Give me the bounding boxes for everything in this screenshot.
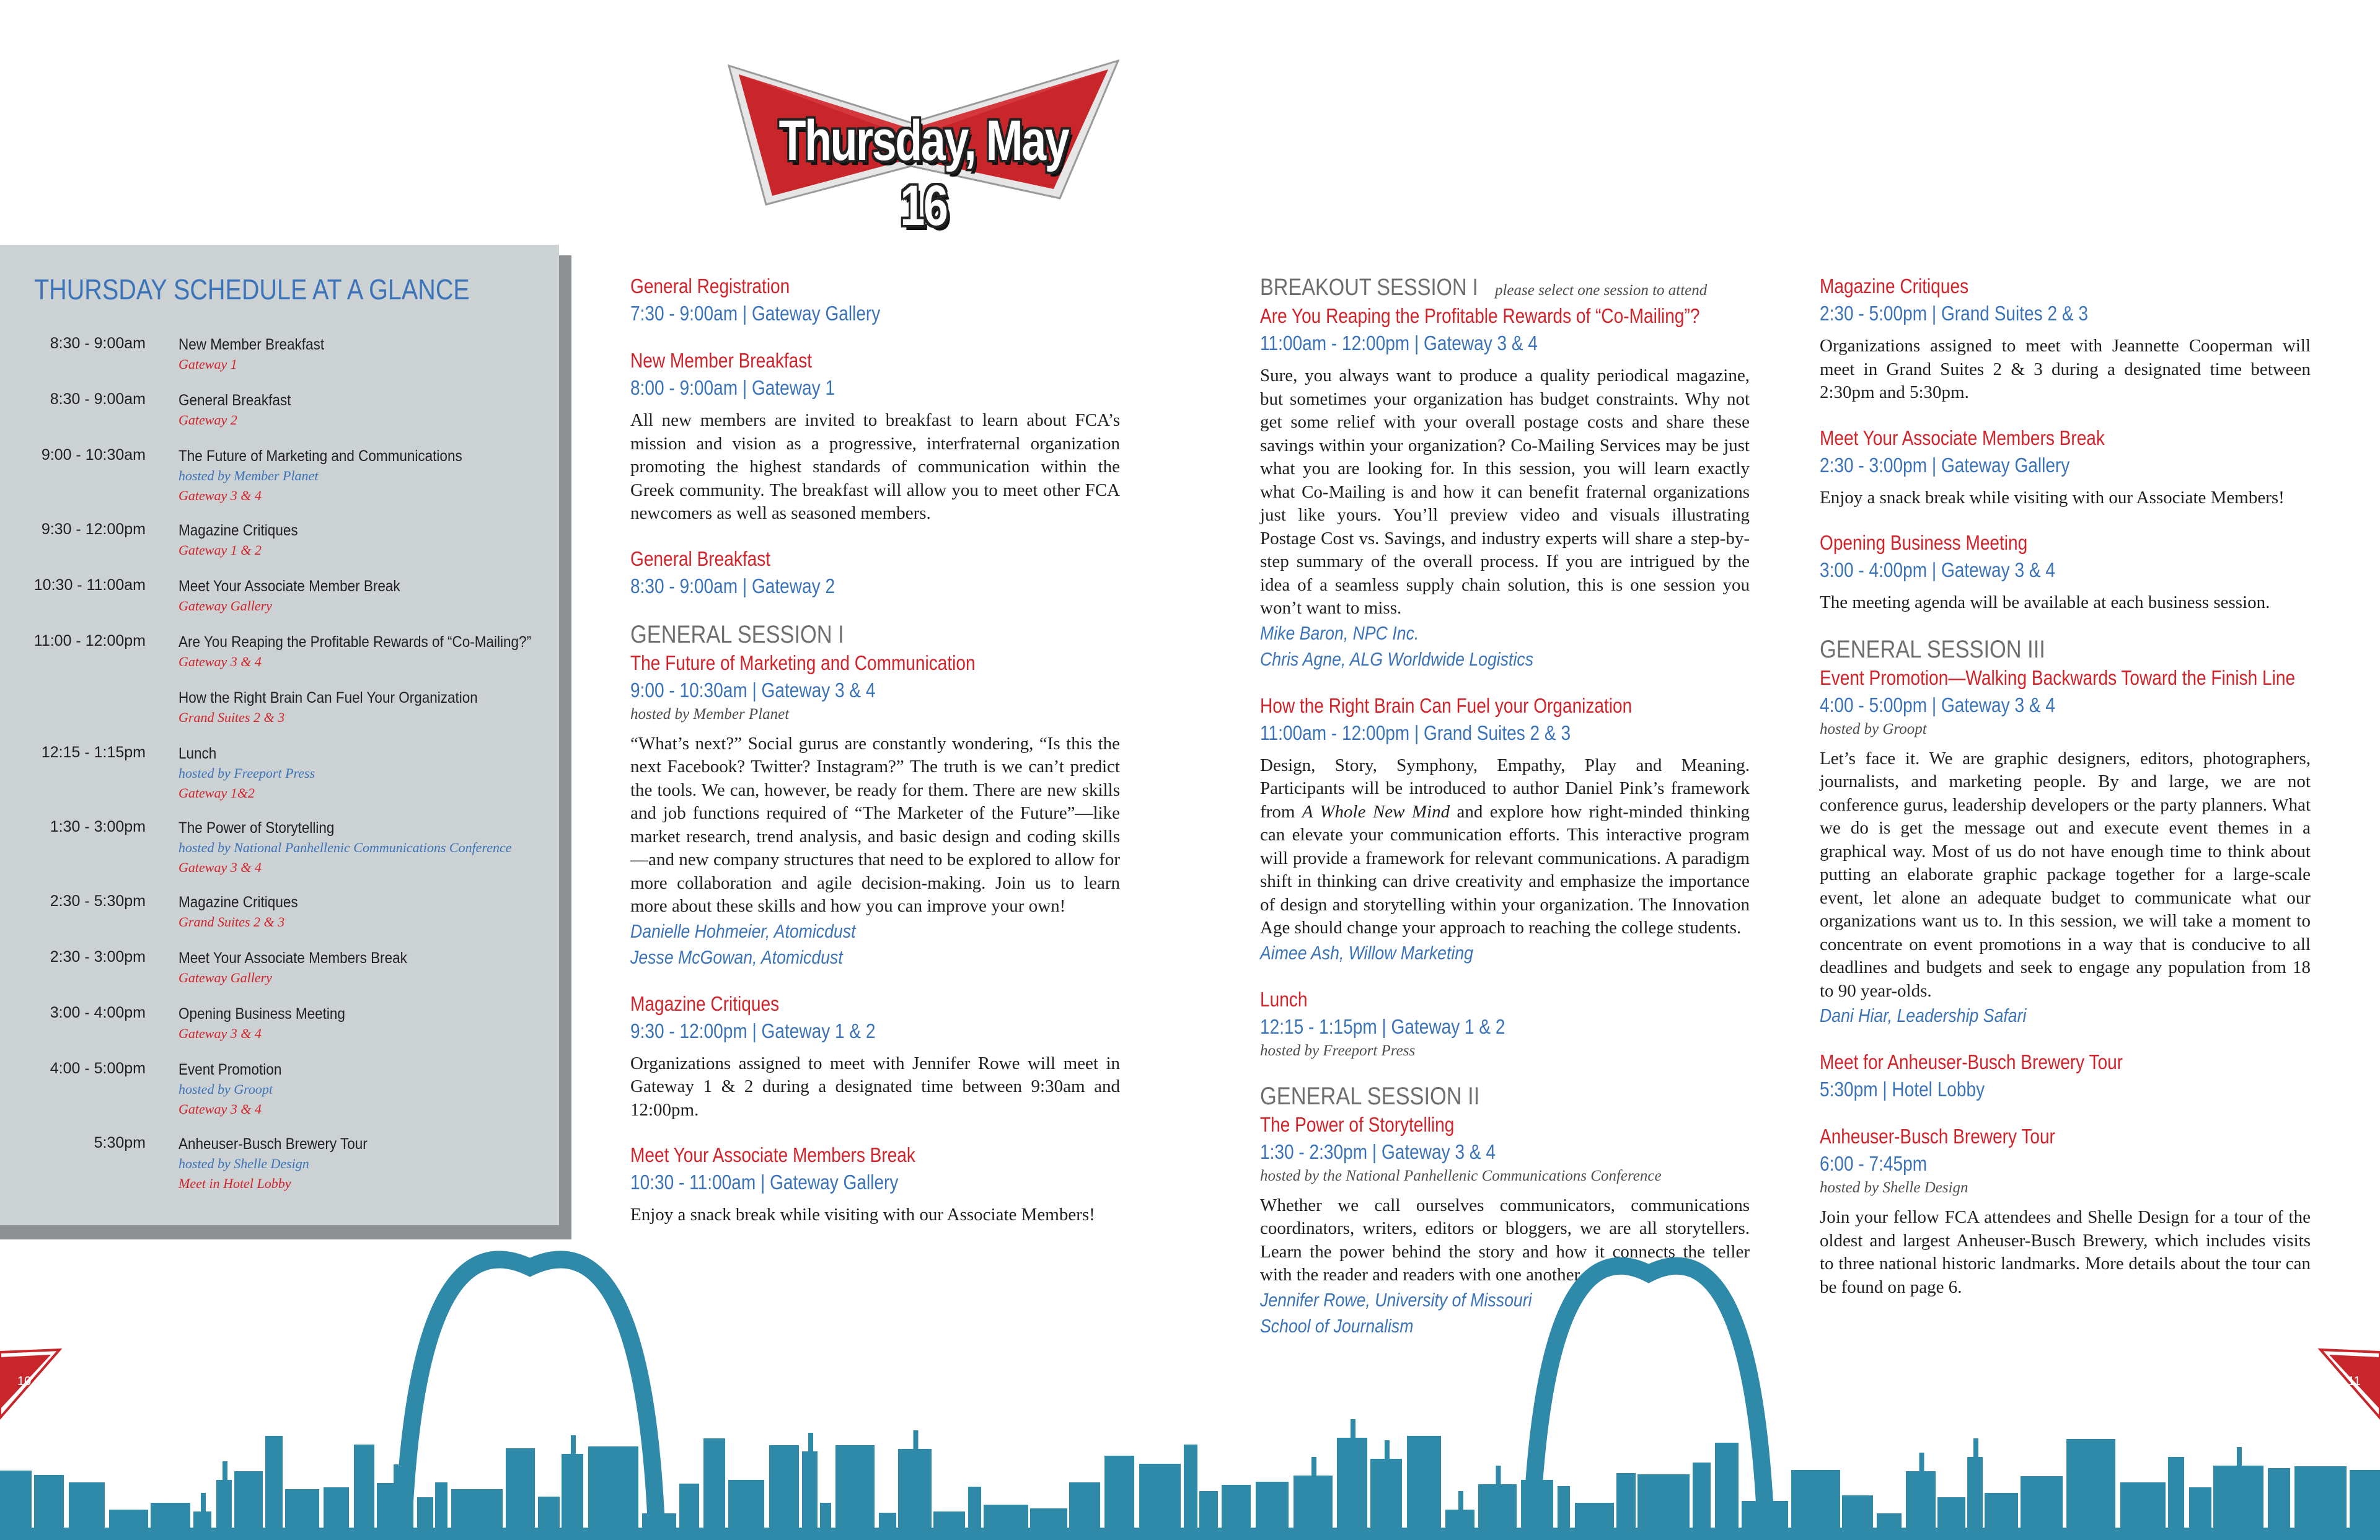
glance-time: 4:00 - 5:00pm: [50, 1060, 146, 1077]
spacer: [630, 600, 1120, 620]
spacer: [1260, 966, 1750, 986]
spacer: [630, 327, 1120, 347]
session-host: hosted by Shelle Design: [1820, 1179, 1968, 1196]
glance-event-title: Event Promotion: [178, 1061, 282, 1078]
session-description: Enjoy a snack break while visiting with our Associate Members!: [1820, 487, 2285, 508]
building-spire: [1458, 1491, 1463, 1510]
breakout-note: please select one session to attend: [1494, 282, 1708, 299]
session-time-location: 9:30 - 12:00pm | Gateway 1 & 2: [630, 1019, 876, 1042]
building: [354, 1445, 374, 1540]
glance-event-detail: hosted by Groopt: [178, 1081, 273, 1097]
glance-event-detail: Gateway 1: [178, 356, 237, 372]
session-title: Meet Your Associate Members Break: [1820, 426, 2105, 449]
spacer: [630, 526, 1120, 545]
session-time-location: 2:30 - 5:00pm | Grand Suites 2 & 3: [1820, 302, 2088, 325]
building: [265, 1436, 283, 1540]
glance-time: 3:00 - 4:00pm: [50, 1004, 146, 1021]
glance-event-detail: Gateway 3 & 4: [178, 654, 262, 669]
session-host: hosted by Groopt: [1820, 720, 1927, 737]
building-spire: [1973, 1438, 1978, 1457]
session-title: General Breakfast: [630, 547, 771, 570]
st-louis-skyline: [0, 1246, 2380, 1540]
building: [703, 1438, 725, 1540]
session-title: Magazine Critiques: [1820, 275, 1969, 297]
building-spire: [2237, 1447, 2242, 1466]
session-title: Are You Reaping the Profitable Rewards of “Co-Mailing”?: [1260, 304, 1700, 327]
spacer: [1260, 1062, 1750, 1081]
glance-event-title: New Member Breakfast: [178, 336, 325, 353]
speaker-name: Chris Agne, ALG Worldwide Logistics: [1260, 648, 1534, 670]
building-spire: [223, 1461, 227, 1480]
glance-event-detail: hosted by Freeport Press: [178, 765, 315, 781]
glance-time: 2:30 - 5:30pm: [50, 892, 146, 910]
building: [1967, 1457, 1983, 1540]
session-title: New Member Breakfast: [630, 349, 813, 372]
speaker-name: Mike Baron, NPC Inc.: [1260, 622, 1419, 644]
session-title: Meet for Anheuser-Busch Brewery Tour: [1820, 1050, 2123, 1073]
glance-entry: [178, 521, 550, 560]
glance-event-title: Meet Your Associate Member Break: [178, 578, 400, 595]
glance-time: 1:30 - 3:00pm: [50, 818, 146, 835]
column-3: [1820, 273, 2311, 1299]
session-description: Join your fellow FCA attendees and Shelle Design for a tour of the oldest and largest Anheuser-Busch Brewery, which includes visits to three national historic landmarks. More details about the tour can be found on page 6.: [1820, 1207, 2311, 1297]
glance-entry: [178, 632, 550, 672]
glance-entry: [178, 948, 550, 988]
building: [2168, 1457, 2184, 1540]
description-text: and explore how right-minded thinking can elevate your communication efforts. This interactive program will provide a framework for relevant communications. A paradigm shift in thinking can drive creativity and emphasize the importance of design and storytelling within your organization. The Innovation Age should change your approach to reaching the college students.: [1260, 801, 1750, 938]
glance-event-detail: Meet in Hotel Lobby: [178, 1176, 291, 1191]
spacer: [1820, 1029, 2311, 1049]
glance-entry: [178, 1134, 550, 1194]
session-title: Lunch: [1260, 987, 1308, 1011]
glance-event-title: Magazine Critiques: [178, 522, 298, 539]
spacer: [1820, 405, 2311, 425]
building: [506, 1448, 535, 1540]
spacer: [1820, 615, 2311, 635]
session-title: How the Right Brain Can Fuel your Organization: [1260, 693, 1633, 717]
glance-time: 11:00 - 12:00pm: [33, 632, 146, 649]
building: [1715, 1443, 1739, 1540]
session-title: The Future of Marketing and Communication: [630, 651, 976, 674]
spacer: [1260, 672, 1750, 692]
building: [898, 1449, 932, 1540]
session-heading: GENERAL SESSION I: [630, 620, 844, 648]
spacer: [630, 970, 1120, 990]
building-spire: [1536, 1461, 1541, 1480]
session-time-location: 5:30pm | Hotel Lobby: [1820, 1078, 1985, 1101]
glance-entry: [178, 1004, 550, 1044]
session-host: hosted by Freeport Press: [1260, 1042, 1416, 1059]
session-description: Organizations assigned to meet with Jeannette Cooperman will meet in Grand Suites 2 & 3 during a designated time between 2:30pm and 5:30pm.: [1820, 336, 2311, 402]
glance-event-title: General Breakfast: [178, 392, 291, 409]
glance-event-detail: Grand Suites 2 & 3: [178, 914, 285, 930]
session-block: [630, 1142, 1120, 1227]
glance-event-detail: Gateway 3 & 4: [178, 488, 262, 503]
spacer: [1820, 1103, 2311, 1123]
session-time-location: 9:00 - 10:30am | Gateway 3 & 4: [630, 678, 876, 702]
session-time-location: 12:15 - 1:15pm | Gateway 1 & 2: [1260, 1014, 1505, 1038]
session-description: “What’s next?” Social gurus are constantly wondering, “Is this the next Facebook? Twitter? Instagram?” The truth is we can’t predict the tools. We can, however, be ready for them. There are new skills and job functions required of “The Marketer of the Future”—like market research, trend analysis, and basic design and coding skills—and new company structures that need to be explored to allow for more collaboration and agile decision-making. Join us to learn more about these skills and how you can improve your own!: [630, 733, 1120, 916]
building-spire: [201, 1493, 206, 1511]
glance-event-title: Lunch: [178, 745, 217, 762]
glance-time: 2:30 - 3:00pm: [50, 948, 146, 966]
building-spire: [1351, 1419, 1355, 1438]
session-block: [1260, 692, 1750, 966]
glance-event-title: The Future of Marketing and Communications: [178, 447, 462, 465]
building: [1184, 1445, 1197, 1540]
session-time-location: 4:00 - 5:00pm | Gateway 3 & 4: [1820, 693, 2055, 716]
glance-event-title: Are You Reaping the Profitable Rewards of “Co-Mailing?”: [178, 633, 532, 651]
building-spire: [914, 1430, 919, 1449]
glance-event-detail: hosted by Member Planet: [178, 468, 319, 483]
page-number-left: 10: [17, 1375, 32, 1388]
session-title: Anheuser-Busch Brewery Tour: [1820, 1125, 2055, 1148]
glance-entry: [178, 818, 550, 878]
glance-time: 8:30 - 9:00am: [50, 335, 146, 352]
glance-time: 9:30 - 12:00pm: [41, 521, 146, 538]
session-title: General Registration: [630, 275, 790, 297]
speaker-name: Aimee Ash, Willow Marketing: [1260, 941, 1473, 964]
session-block: [630, 347, 1120, 526]
session-description: Whether we call ourselves communicators, communications coordinators, writers, editors or bloggers, we are all storytellers. Learn the power behind the story and how it connects the teller with the reader and readers with one another.: [1260, 1195, 1750, 1285]
session-time-location: 8:00 - 9:00am | Gateway 1: [630, 376, 835, 399]
building-spire: [1385, 1440, 1390, 1459]
session-block: [1820, 635, 2311, 1029]
session-time-location: 11:00am - 12:00pm | Gateway 3 & 4: [1260, 332, 1538, 354]
speaker-name: School of Journalism: [1260, 1314, 1414, 1337]
building-spire: [808, 1433, 813, 1451]
description-text: Design, Story, Symphony, Empathy, Play and Meaning. Participants will be introduced to author Daniel Pink’s framework from: [1260, 755, 1750, 822]
glance-entry: [178, 390, 550, 430]
session-description: Organizations assigned to meet with Jennifer Rowe will meet in Gateway 1 & 2 during a designated time between 9:30am and 12:00pm.: [630, 1053, 1120, 1120]
glance-event-detail: Gateway Gallery: [178, 970, 272, 985]
session-block: [630, 620, 1120, 970]
session-description: [1260, 754, 1750, 940]
glance-event-title: The Power of Storytelling: [178, 819, 335, 837]
session-block: [1820, 273, 2311, 405]
ground: [0, 1528, 2380, 1540]
spacer: [630, 1122, 1120, 1142]
glance-event-detail: Gateway Gallery: [178, 598, 272, 614]
speaker-name: Jennifer Rowe, University of Missouri: [1260, 1288, 1532, 1311]
glance-event-title: Anheuser-Busch Brewery Tour: [178, 1135, 368, 1153]
glance-entry: [178, 335, 550, 374]
session-time-location: 1:30 - 2:30pm | Gateway 3 & 4: [1260, 1140, 1496, 1163]
speaker-name: Danielle Hohmeier, Atomicdust: [630, 920, 856, 942]
spacer: [1820, 509, 2311, 529]
session-block: [1820, 1049, 2311, 1103]
building: [562, 1454, 583, 1540]
building: [588, 1446, 638, 1540]
building: [835, 1445, 875, 1540]
session-title: Opening Business Meeting: [1820, 531, 2028, 554]
session-heading: GENERAL SESSION III: [1820, 635, 2045, 663]
session-host: hosted by the National Panhellenic Communications Conference: [1260, 1167, 1662, 1184]
session-title: Event Promotion—Walking Backwards Toward the Finish Line: [1820, 666, 2296, 689]
glance-event-title: How the Right Brain Can Fuel Your Organization: [178, 689, 478, 706]
session-title: The Power of Storytelling: [1260, 1112, 1455, 1136]
session-description: Enjoy a snack break while visiting with our Associate Members!: [630, 1205, 1095, 1225]
glance-event-detail: Gateway 1 & 2: [178, 542, 262, 558]
glance-event-title: Meet Your Associate Members Break: [178, 949, 407, 967]
glance-entry: [178, 688, 550, 728]
session-block: [630, 545, 1120, 600]
building: [1407, 1436, 1441, 1540]
glance-time: 12:15 - 1:15pm: [41, 744, 146, 761]
glance-time: 8:30 - 9:00am: [50, 390, 146, 408]
session-block: [1820, 529, 2311, 615]
glance-entry: [178, 1060, 550, 1119]
glance-event-detail: Gateway 3 & 4: [178, 1026, 262, 1041]
session-time-location: 6:00 - 7:45pm: [1820, 1152, 1928, 1175]
session-time-location: 3:00 - 4:00pm | Gateway 3 & 4: [1820, 558, 2055, 581]
breakout-header: [1260, 273, 1750, 302]
session-time-location: 11:00am - 12:00pm | Grand Suites 2 & 3: [1260, 721, 1571, 744]
glance-time: 5:30pm: [94, 1134, 146, 1151]
glance-event-detail: Gateway 1&2: [178, 785, 255, 801]
speaker-name: Dani Hiar, Leadership Safari: [1820, 1005, 2027, 1026]
glance-entry: [178, 576, 550, 616]
session-time-location: 10:30 - 11:00am | Gateway Gallery: [630, 1171, 899, 1194]
glance-event-detail: Gateway 3 & 4: [178, 860, 262, 875]
building: [1104, 1456, 1134, 1540]
session-block: [1260, 302, 1750, 672]
page-number-right: 11: [2348, 1375, 2361, 1388]
building-spire: [571, 1435, 576, 1454]
session-description: The meeting agenda will be available at each business session.: [1820, 592, 2270, 612]
column-2: [1260, 273, 1750, 1339]
building-spire: [1919, 1453, 1924, 1471]
glance-event-detail: hosted by Shelle Design: [178, 1156, 309, 1171]
session-block: [1260, 986, 1750, 1062]
session-description: Sure, you always want to produce a quality periodical magazine, but sometimes your organization has budget constraints. Why not get some relief with your overall postage costs and share these savings within your organization? Co-Mailing Services may be just what you are looking for. In this session, you will learn exactly what Co-Mailing is and how it can benefit fraternal organizations just like yours. You’ll preview video and visuals illustrating Postage Cost vs. Savings, and industry experts will share a step-by-step summary of the overall process. If you are intrigued by the idea of a seamless supply chain solution, this is one session you won’t want to miss.: [1260, 366, 1750, 618]
session-title: Magazine Critiques: [630, 992, 780, 1015]
building: [769, 1445, 799, 1540]
session-heading: GENERAL SESSION II: [1260, 1082, 1480, 1110]
session-time-location: 2:30 - 3:00pm | Gateway Gallery: [1820, 453, 2070, 477]
session-time-location: 8:30 - 9:00am | Gateway 2: [630, 574, 835, 597]
session-block: [630, 273, 1120, 327]
glance-time: 9:00 - 10:30am: [41, 446, 146, 464]
session-description: Let’s face it. We are graphic designers, editors, photographers, journalists, and marketing people. By and large, we are not conference gurus, leadership developers or the party planners. What we do is get the message out and execute event themes in a graphical way. Most of us do not have enough time to think about putting an elaborate graphic package together for a large-scale event, let alone an adequate budget to communicate what our organizations want us to. In this session, we will take a moment to concentrate on event promotions in a way that is conducive to all deadlines and budgets and seek to engage any population from 18 to 90 year-olds.: [1820, 748, 2311, 1001]
glance-event-detail: Gateway 3 & 4: [178, 1101, 262, 1117]
building-spire: [1496, 1466, 1501, 1484]
session-host: hosted by Member Planet: [630, 705, 790, 723]
session-block: [1820, 425, 2311, 510]
glance-title: THURSDAY SCHEDULE AT A GLANCE: [34, 273, 470, 306]
glance-entry: [178, 744, 550, 803]
glance-entry: [178, 446, 550, 506]
building-spire: [394, 1464, 399, 1483]
breakout-label: BREAKOUT SESSION I: [1260, 275, 1478, 301]
session-time-location: 7:30 - 9:00am | Gateway Gallery: [630, 302, 881, 325]
glance-event-title: Magazine Critiques: [178, 894, 298, 911]
building: [1337, 1438, 1367, 1540]
session-block: [630, 990, 1120, 1122]
book-title: A Whole New Mind: [1302, 801, 1450, 822]
page-title: Thursday, May 16: [778, 109, 1069, 237]
column-1: [630, 273, 1120, 1227]
glance-event-detail: Grand Suites 2 & 3: [178, 710, 285, 725]
glance-event-detail: hosted by National Panhellenic Communications Conference: [178, 840, 512, 855]
building: [802, 1451, 818, 1540]
glance-time: 10:30 - 11:00am: [33, 576, 146, 594]
session-title: Meet Your Associate Members Break: [630, 1143, 915, 1166]
glance-event-title: Opening Business Meeting: [178, 1005, 345, 1023]
building-spire: [1311, 1457, 1316, 1476]
building: [2066, 1439, 2115, 1540]
speaker-name: Jesse McGowan, Atomicdust: [630, 946, 843, 968]
glance-entry: [178, 892, 550, 932]
glance-event-detail: Gateway 2: [178, 412, 237, 428]
session-description: All new members are invited to breakfast to learn about FCA’s mission and vision as a progressive, interfraternal organization promoting the highest standards of communication within the Greek community. The breakfast will allow you to meet other FCA newcomers as well as seasoned members.: [630, 410, 1120, 523]
